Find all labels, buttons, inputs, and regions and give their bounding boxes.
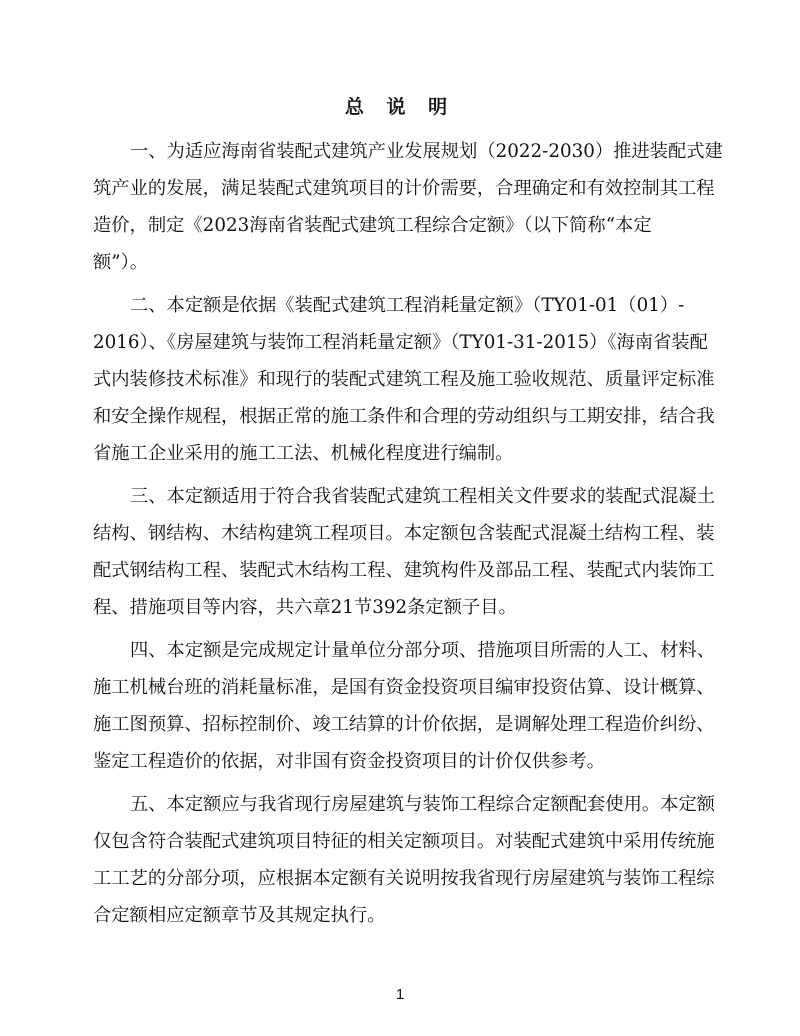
paragraph-2 — [93, 287, 728, 472]
paragraph-line: 程、措施项目等内容，共六章21节392条定额子目。 — [93, 597, 517, 618]
paragraph-line: 2016）、《房屋建筑与装饰工程消耗量定额》（TY01-31-2015）《海南省装配 — [93, 332, 708, 353]
paragraph-line: 五、本定额应与我省现行房屋建筑与装饰工程综合定额配套使用。本定额 — [130, 794, 715, 815]
paragraph-line: 式内装修技术标准》和现行的装配式建筑工程及施工验收规范、质量评定标准 — [93, 369, 715, 390]
paragraph-line: 造价，制定《2023海南省装配式建筑工程综合定额》（以下简称“本定 — [93, 215, 652, 236]
paragraph-5 — [93, 786, 728, 934]
paragraph-line: 仅包含符合装配式建筑项目特征的相关定额项目。对装配式建筑中采用传统施 — [93, 831, 715, 852]
paragraph-4 — [93, 632, 728, 780]
paragraph-3 — [93, 478, 728, 626]
paragraph-line: 配式钢结构工程、装配式木结构工程、建筑构件及部品工程、装配式内装饰工 — [93, 560, 715, 581]
paragraph-line: 额”）。 — [93, 252, 149, 273]
paragraph-line: 一、为适应海南省装配式建筑产业发展规划（2022-2030）推进装配式建 — [130, 141, 723, 162]
paragraph-line: 施工图预算、招标控制价、竣工结算的计价依据，是调解处理工程造价纠纷、 — [93, 714, 715, 735]
paragraph-line: 和安全操作规程，根据正常的施工条件和合理的劳动组织与工期安排，结合我 — [93, 406, 715, 427]
paragraph-line: 二、本定额是依据《装配式建筑工程消耗量定额》（TY01-01（01）- — [130, 295, 685, 316]
paragraph-line: 鉴定工程造价的依据，对非国有资金投资项目的计价仅供参考。 — [93, 751, 605, 772]
paragraph-line: 四、本定额是完成规定计量单位分部分项、措施项目所需的人工、材料、 — [130, 640, 715, 661]
paragraph-line: 省施工企业采用的施工工法、机械化程度进行编制。 — [93, 443, 514, 464]
paragraph-line: 三、本定额适用于符合我省装配式建筑工程相关文件要求的装配式混凝土 — [130, 486, 715, 507]
paragraph-1 — [93, 133, 728, 281]
paragraph-line: 工工艺的分部分项，应根据本定额有关说明按我省现行房屋建筑与装饰工程综 — [93, 868, 715, 889]
paragraph-line: 施工机械台班的消耗量标准，是国有资金投资项目编审投资估算、设计概算、 — [93, 677, 715, 698]
paragraph-line: 合定额相应定额章节及其规定执行。 — [93, 905, 386, 926]
paragraph-line: 筑产业的发展，满足装配式建筑项目的计价需要，合理确定和有效控制其工程 — [93, 178, 715, 199]
page-number: 1 — [395, 986, 405, 1003]
paragraph-line: 结构、钢结构、木结构建筑工程项目。本定额包含装配式混凝土结构工程、装 — [93, 523, 715, 544]
page-title: 总 说 明 — [344, 96, 456, 118]
